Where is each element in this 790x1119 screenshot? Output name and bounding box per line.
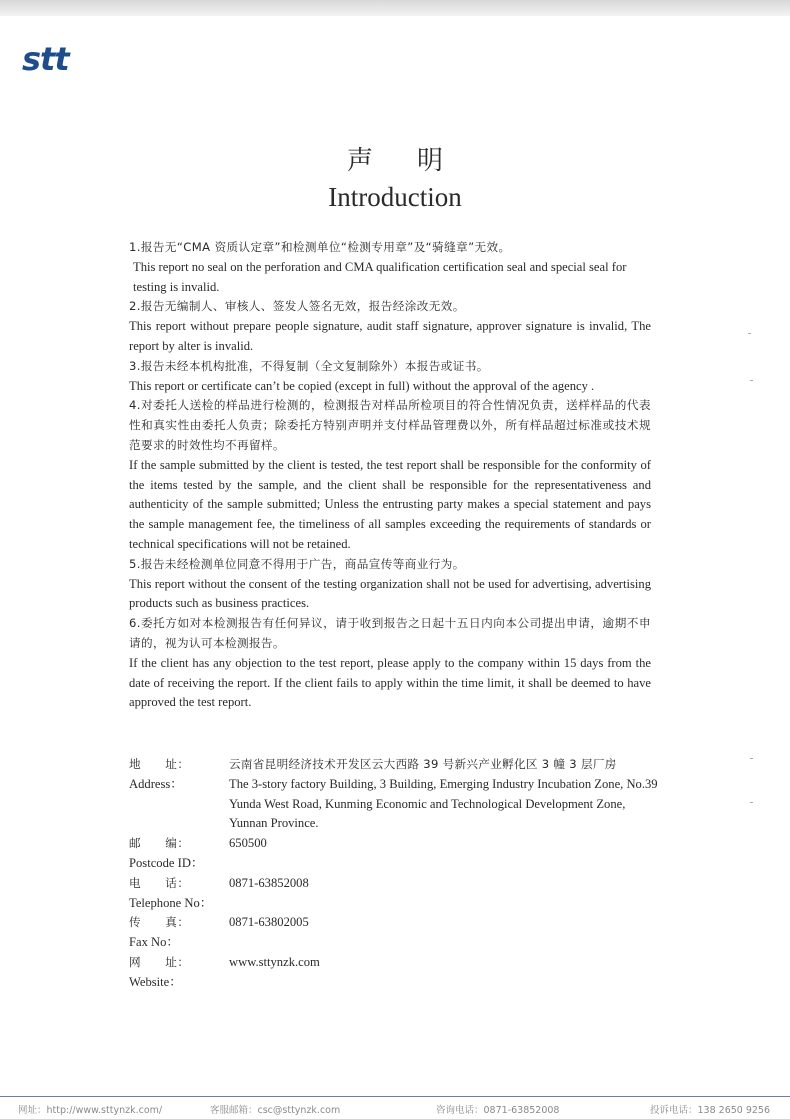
fax-row-en	[129, 933, 659, 953]
telephone-value: 0871-63852008	[229, 875, 309, 890]
scan-speck	[750, 758, 753, 759]
address-label-en: Address：	[129, 776, 183, 791]
footer-website: 网址：http://www.sttynzk.com/	[18, 1105, 163, 1116]
statement-5-en: This report without the consent of the testing organization shall not be used for advertising, advertising products such as business practices.	[129, 576, 651, 611]
address-row-cn	[129, 755, 659, 775]
address-label-cn: 地 址：	[129, 757, 190, 771]
website-value: www.sttynzk.com	[229, 954, 320, 969]
address-row-en	[129, 775, 659, 834]
statement-4-cn: 4.对委托人送检的样品进行检测的，检测报告对样品所检项目的符合性情况负责，送样样品的代表性和真实性由委托人负责；除委托方特别声明并支付样品管理费以外，所有样品超过标准或技术规范要求的时效性均不再留样。	[129, 398, 651, 452]
telephone-label-en: Telephone No：	[129, 895, 213, 910]
statement-5-cn: 5.报告未经检测单位同意不得用于广告，商品宣传等商业行为。	[129, 556, 465, 571]
footer-email: 客服邮箱：csc@sttynzk.com	[210, 1105, 341, 1116]
scan-speck	[750, 802, 753, 803]
website-row	[129, 953, 659, 973]
website-label-cn: 网 址：	[129, 954, 190, 969]
page-title-chinese: 声明	[346, 146, 487, 176]
fax-label-en: Fax No：	[129, 935, 180, 950]
fax-row	[129, 913, 659, 933]
address-value-cn: 云南省昆明经济技术开发区云大西路 39 号新兴产业孵化区 3 幢 3 层厂房	[229, 757, 617, 771]
website-label-en: Website：	[129, 974, 182, 989]
statement-1-en: This report no seal on the perforation and CMA qualification certification seal and special seal for testing is invalid.	[133, 259, 627, 294]
statement-list	[129, 238, 651, 713]
scan-speck	[750, 380, 753, 381]
statement-2-cn: 2.报告无编制人、审核人、签发人签名无效，报告经涂改无效。	[129, 299, 465, 314]
statement-4-en: If the sample submitted by the client is tested, the test report shall be responsible for the conformity of the items tested by the sample, and the client shall be responsible for the representativeness and authenticity of the sample submitted; Unless the entrusting party makes a special statement and pays the sample management fee, the timeliness of all samples exceeding the requirements of standards or technical specifications will not be retained.	[129, 457, 651, 551]
fax-label-cn: 传 真：	[129, 915, 190, 930]
address-value-en: The 3-story factory Building, 3 Building, Emerging Industry Incubation Zone, No.39 Yunda West Road, Kunming Economic and Technological Development Zone, Yunnan Province.	[229, 776, 658, 831]
stt-logo: stt	[22, 40, 69, 78]
postcode-row-en	[129, 854, 659, 874]
fax-value: 0871-63802005	[229, 915, 309, 930]
statement-1-cn: 1.报告无“CMA 资质认定章”和检测单位“检测专用章”及“骑缝章”无效。	[129, 240, 511, 254]
page-title-english: Introduction	[328, 182, 462, 212]
telephone-row-en	[129, 894, 659, 914]
statement-3-en: This report or certificate can’t be copied (except in full) without the approval of the agency .	[129, 378, 595, 393]
postcode-label-en: Postcode ID：	[129, 855, 204, 870]
footer-complaint-phone: 投诉电话：138 2650 9256	[650, 1105, 771, 1116]
statement-6-cn: 6.委托方如对本检测报告有任何异议，请于收到报告之日起十五日内向本公司提出申请，逾期不申请的，视为认可本检测报告。	[129, 616, 651, 650]
statement-6-en: If the client has any objection to the test report, please apply to the company within 15 days from the date of receiving the report. If the client fails to apply within the time limit, it shall be deemed to have approved the test report.	[129, 655, 651, 710]
telephone-row	[129, 874, 659, 894]
footer-inquiry-phone: 咨询电话：0871-63852008	[436, 1105, 560, 1116]
statement-3-cn: 3.报告未经本机构批准，不得复制（全文复制除外）本报告或证书。	[129, 358, 489, 373]
postcode-row	[129, 834, 659, 854]
website-row-en	[129, 973, 659, 993]
contact-info	[129, 755, 659, 993]
postcode-value: 650500	[229, 836, 267, 851]
telephone-label-cn: 电 话：	[129, 875, 190, 890]
scan-speck	[748, 333, 751, 334]
postcode-label-cn: 邮 编：	[129, 836, 190, 851]
page-top-edge	[0, 0, 790, 16]
statement-2-en: This report without prepare people signature, audit staff signature, approver signature is invalid, The report by alter is invalid.	[129, 319, 651, 353]
